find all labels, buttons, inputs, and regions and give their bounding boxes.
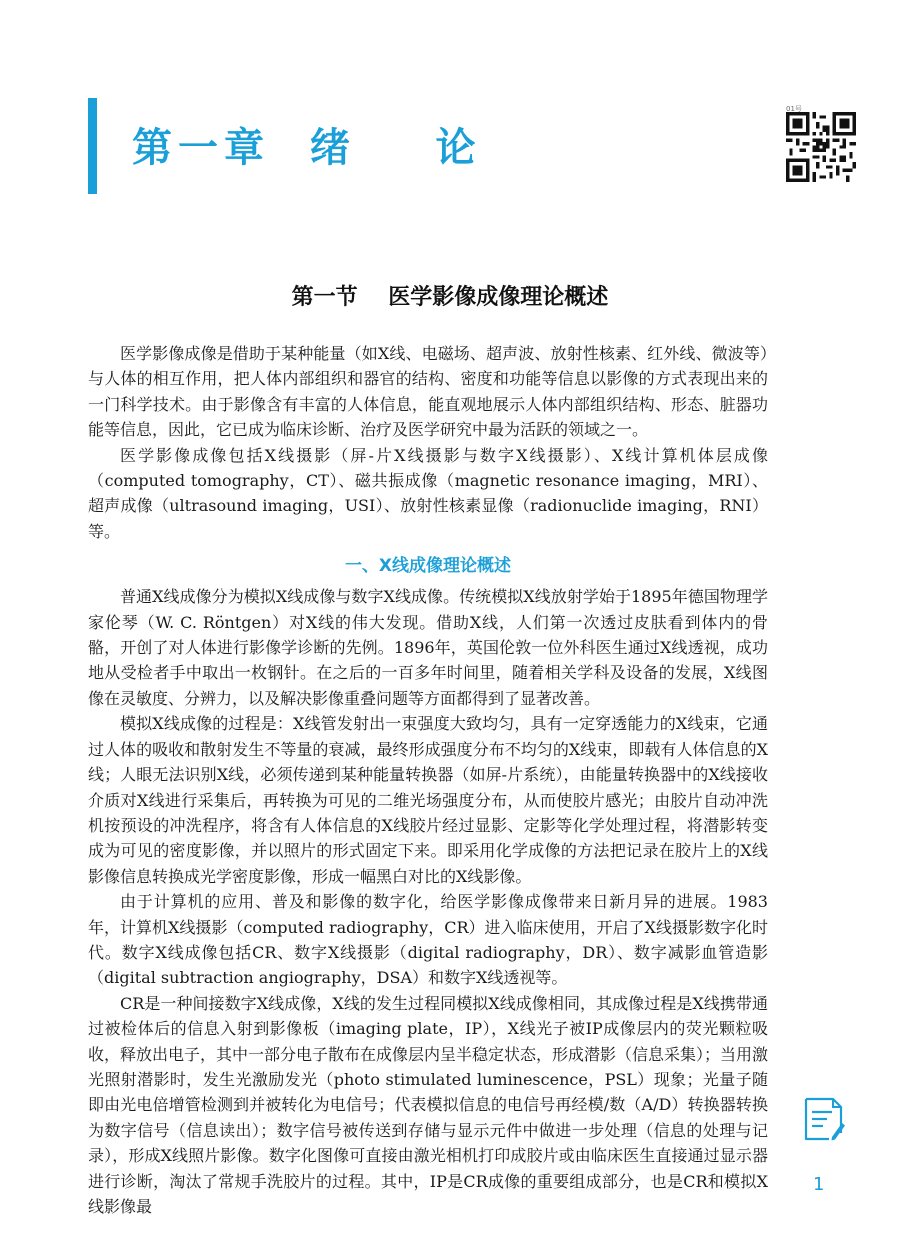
notes-icon[interactable] [803,1097,845,1141]
chapter-accent-bar [88,98,97,194]
main-text [88,341,768,1219]
page-number: 1 [813,1174,825,1195]
paragraph: 由于计算机的应用、普及和影像的数字化，给医学影像成像带来日新月异的进展。1983年，计算机X线摄影（computed radiography，CR）进入临床使用，开启了X线摄影数字化时代。数字X线成像包括CR、数字X线摄影（digital radiography，DR）、数字减影血管造影（digital subtraction angiography，DSA）和数字X线透视等。 [88,892,768,988]
paragraph: 普通X线成像分为模拟X线成像与数字X线成像。传统模拟X线放射学始于1895年德国物理学家伦琴（W. C. Röntgen）对X线的伟大发现。借助X线，人们第一次透过皮肤看到体内的骨骼，开创了对人体进行影像学诊断的先例。1896年，英国伦敦一位外科医生通过X线透视，成功地从受检者手中取出一枚钢针。在之后的一百多年时间里，随着相关学科及设备的发展，X线图像在灵敏度、分辨力，以及解决影像重叠问题等方面都得到了显著改善。 [88,587,768,708]
qr-code[interactable] [786,105,856,182]
qr-label: 01号 [786,105,802,113]
paragraph: 医学影像成像包括X线摄影（屏-片X线摄影与数字X线摄影）、X线计算机体层成像（computed tomography，CT）、磁共振成像（magnetic resonance imaging，MRI）、超声成像（ultrasound imaging，USI）、放射性核素显像（radionuclide imaging，RNI）等。 [88,445,768,541]
paragraph: CR是一种间接数字X线成像，X线的发生过程同模拟X线成像相同，其成像过程是X线携带通过被检体后的信息入射到影像板（imaging plate，IP），X线光子被IP成像层内的荧光颗粒吸收，释放出电子，其中一部分电子散布在成像层内呈半稳定状态，形成潜影（信息采集）；当用激光照射潜影时，发生光激励发光（photo stimulated luminescence，PSL）现象；光量子随即由光电倍增管检测到并被转化为电信号；代表模拟信息的电信号再经模/数（A/D）转换器转换为数字信号（信息读出）；数字信号被传送到存储与显示元件中做进一步处理（信息的处理与记录），形成X线照片影像。数字化图像可直接由激光相机打印成胶片或由临床医生直接通过显示器进行诊断，淘汰了常规手洗胶片的过程。其中，IP是CR成像的重要组成部分，也是CR和模拟X线影像最 [88,993,769,1216]
qr-code-icon[interactable] [786,112,856,182]
chapter-title: 第一章 绪 论 [132,125,482,171]
paragraph: 模拟X线成像的过程是：X线管发射出一束强度大致均匀，具有一定穿透能力的X线束，它通过人体的吸收和散射发生不等量的衰减，最终形成强度分布不均匀的X线束，即载有人体信息的X线；人眼无法识别X线，必须传递到某种能量转换器（如屏-片系统），由能量转换器中的X线接收介质对X线进行采集后，再转换为可见的二维光场强度分布，从而使胶片感光；由胶片自动冲洗机按预设的冲洗程序，将含有人体信息的X线胶片经过显影、定影等化学处理过程，将潜影转变成为可见的密度影像，并以照片的形式固定下来。即采用化学成像的方法把记录在胶片上的X线影像信息转换成光学密度影像，形成一幅黑白对比的X线影像。 [88,714,768,886]
paragraph: 医学影像成像是借助于某种能量（如X线、电磁场、超声波、放射性核素、红外线、微波等）与人体的相互作用，把人体内部组织和器官的结构、密度和功能等信息以影像的方式表现出来的一门科学技术。由于影像含有丰富的人体信息，能直观地展示人体内部组织结构、形态、脏器功能等信息，因此，它已成为临床诊断、治疗及医学研究中最为活跃的领域之一。 [88,344,768,440]
section-title: 第一节 医学影像成像理论概述 [291,285,609,310]
subsection-title: 一、X线成像理论概述 [344,556,512,577]
